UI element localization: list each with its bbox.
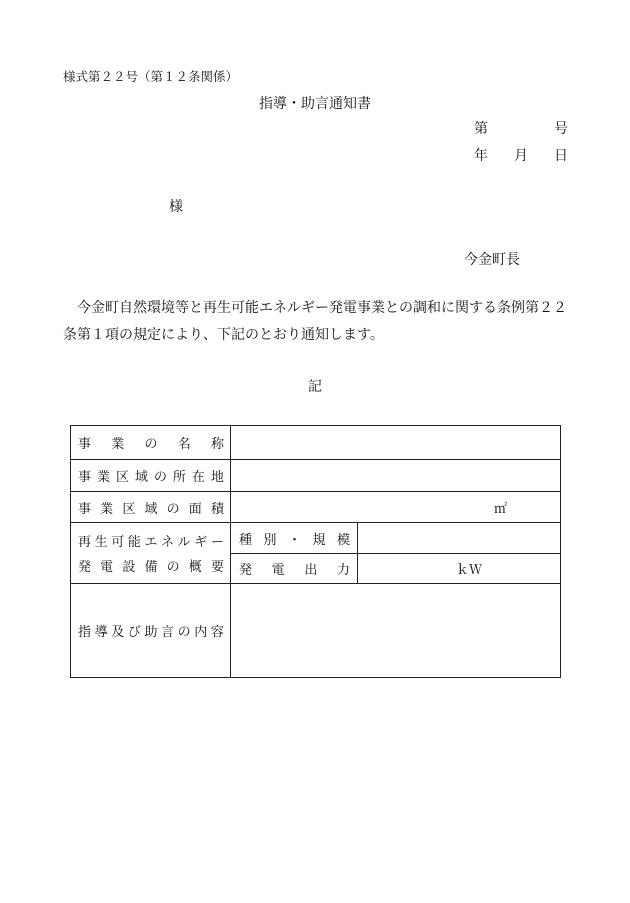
- label-char: 区: [115, 470, 129, 485]
- label-chars: [71, 498, 230, 517]
- label-chars: [71, 621, 230, 640]
- output-unit: ｋＷ: [455, 563, 482, 578]
- label-char: 可: [111, 535, 125, 550]
- value-output[interactable]: [358, 554, 561, 584]
- label-char: 及: [111, 625, 125, 640]
- label-char: ネ: [161, 535, 175, 550]
- label-char: 助: [144, 625, 158, 640]
- row-area: [71, 492, 561, 523]
- label-char: ・: [287, 532, 301, 548]
- label-char: 事: [78, 501, 92, 517]
- label-char: 設: [122, 560, 136, 575]
- date-year: 年: [474, 148, 488, 164]
- label-char: 発: [239, 563, 253, 578]
- label-char: 内: [194, 625, 208, 640]
- label-char: 業: [111, 437, 125, 452]
- label-char: の: [166, 560, 180, 575]
- label-char: 出: [304, 563, 318, 578]
- label-area: [71, 492, 231, 523]
- label-chars: [78, 556, 224, 575]
- label-char: 域: [134, 470, 148, 485]
- label-char: 在: [191, 470, 205, 485]
- label-char: 模: [336, 532, 350, 548]
- value-project-name[interactable]: [231, 426, 561, 460]
- label-char: 再: [78, 535, 92, 550]
- label-char: 事: [78, 470, 92, 485]
- sender: 今金町長: [464, 252, 520, 268]
- label-char: 域: [144, 501, 158, 517]
- row-project-name: [71, 426, 561, 460]
- date-day: 日: [554, 148, 568, 164]
- label-char: 種: [239, 532, 253, 548]
- label-type-scale: [231, 523, 358, 554]
- label-char: 名: [177, 437, 191, 452]
- value-type-scale[interactable]: [358, 523, 561, 554]
- label-chars: [231, 529, 357, 548]
- label-guidance: [71, 584, 231, 678]
- row-guidance: [71, 584, 561, 678]
- label-char: の: [166, 501, 180, 517]
- label-char: ギ: [194, 535, 208, 550]
- label-char: 区: [122, 501, 136, 517]
- label-char: 所: [172, 470, 186, 485]
- label-char: 面: [188, 501, 202, 517]
- label-char: 地: [210, 470, 224, 485]
- label-char: 導: [94, 625, 108, 640]
- label-char: び: [127, 625, 141, 640]
- label-char: 電: [100, 560, 114, 575]
- ki-heading: 記: [308, 379, 322, 395]
- document-title: 指導・助言通知書: [259, 96, 371, 112]
- label-char: 言: [161, 625, 175, 640]
- label-chars: [78, 531, 224, 550]
- label-char: 業: [96, 470, 110, 485]
- number-prefix: 第: [474, 121, 488, 137]
- label-output: [231, 554, 358, 584]
- value-guidance[interactable]: [231, 584, 561, 678]
- label-char: 要: [210, 560, 224, 575]
- label-char: 概: [188, 560, 202, 575]
- row-location: [71, 460, 561, 492]
- label-char: 称: [210, 437, 224, 452]
- date-month: 月: [514, 148, 528, 164]
- form-number: 様式第２２号（第１２条関係）: [63, 69, 239, 84]
- label-chars: [231, 559, 357, 578]
- area-unit: ㎡: [493, 501, 507, 517]
- label-char: 発: [78, 560, 92, 575]
- label-char: の: [177, 625, 191, 640]
- label-project-name: [71, 426, 231, 460]
- label-char: 事: [78, 437, 92, 452]
- label-char: 業: [100, 501, 114, 517]
- row-facility-type: [71, 523, 561, 554]
- label-char: 力: [336, 563, 350, 578]
- label-char: ー: [210, 535, 224, 550]
- label-char: 容: [210, 625, 224, 640]
- label-char: 電: [271, 563, 285, 578]
- label-char: 規: [312, 532, 326, 548]
- label-char: 備: [144, 560, 158, 575]
- addressee-suffix: 様: [169, 199, 183, 215]
- label-char: 生: [94, 535, 108, 550]
- label-char: 能: [127, 535, 141, 550]
- label-chars: [71, 466, 230, 485]
- label-location: [71, 460, 231, 492]
- value-area[interactable]: [231, 492, 561, 523]
- value-location[interactable]: [231, 460, 561, 492]
- label-char: ル: [177, 535, 191, 550]
- label-char: 指: [78, 625, 92, 640]
- label-char: 積: [210, 501, 224, 517]
- label-char: 別: [263, 532, 277, 548]
- body-text: 今金町自然環境等と再生可能エネルギー発電事業との調和に関する条例第２２条第１項の規定により、下記のとおり通知します。: [63, 300, 567, 343]
- label-chars: [71, 433, 230, 452]
- label-facility: [71, 523, 231, 584]
- label-char: エ: [144, 535, 158, 550]
- number-suffix: 号: [554, 121, 568, 137]
- label-char: の: [153, 470, 167, 485]
- label-facility-lines: [71, 531, 230, 575]
- notice-table: [70, 425, 561, 678]
- label-char: の: [144, 437, 158, 452]
